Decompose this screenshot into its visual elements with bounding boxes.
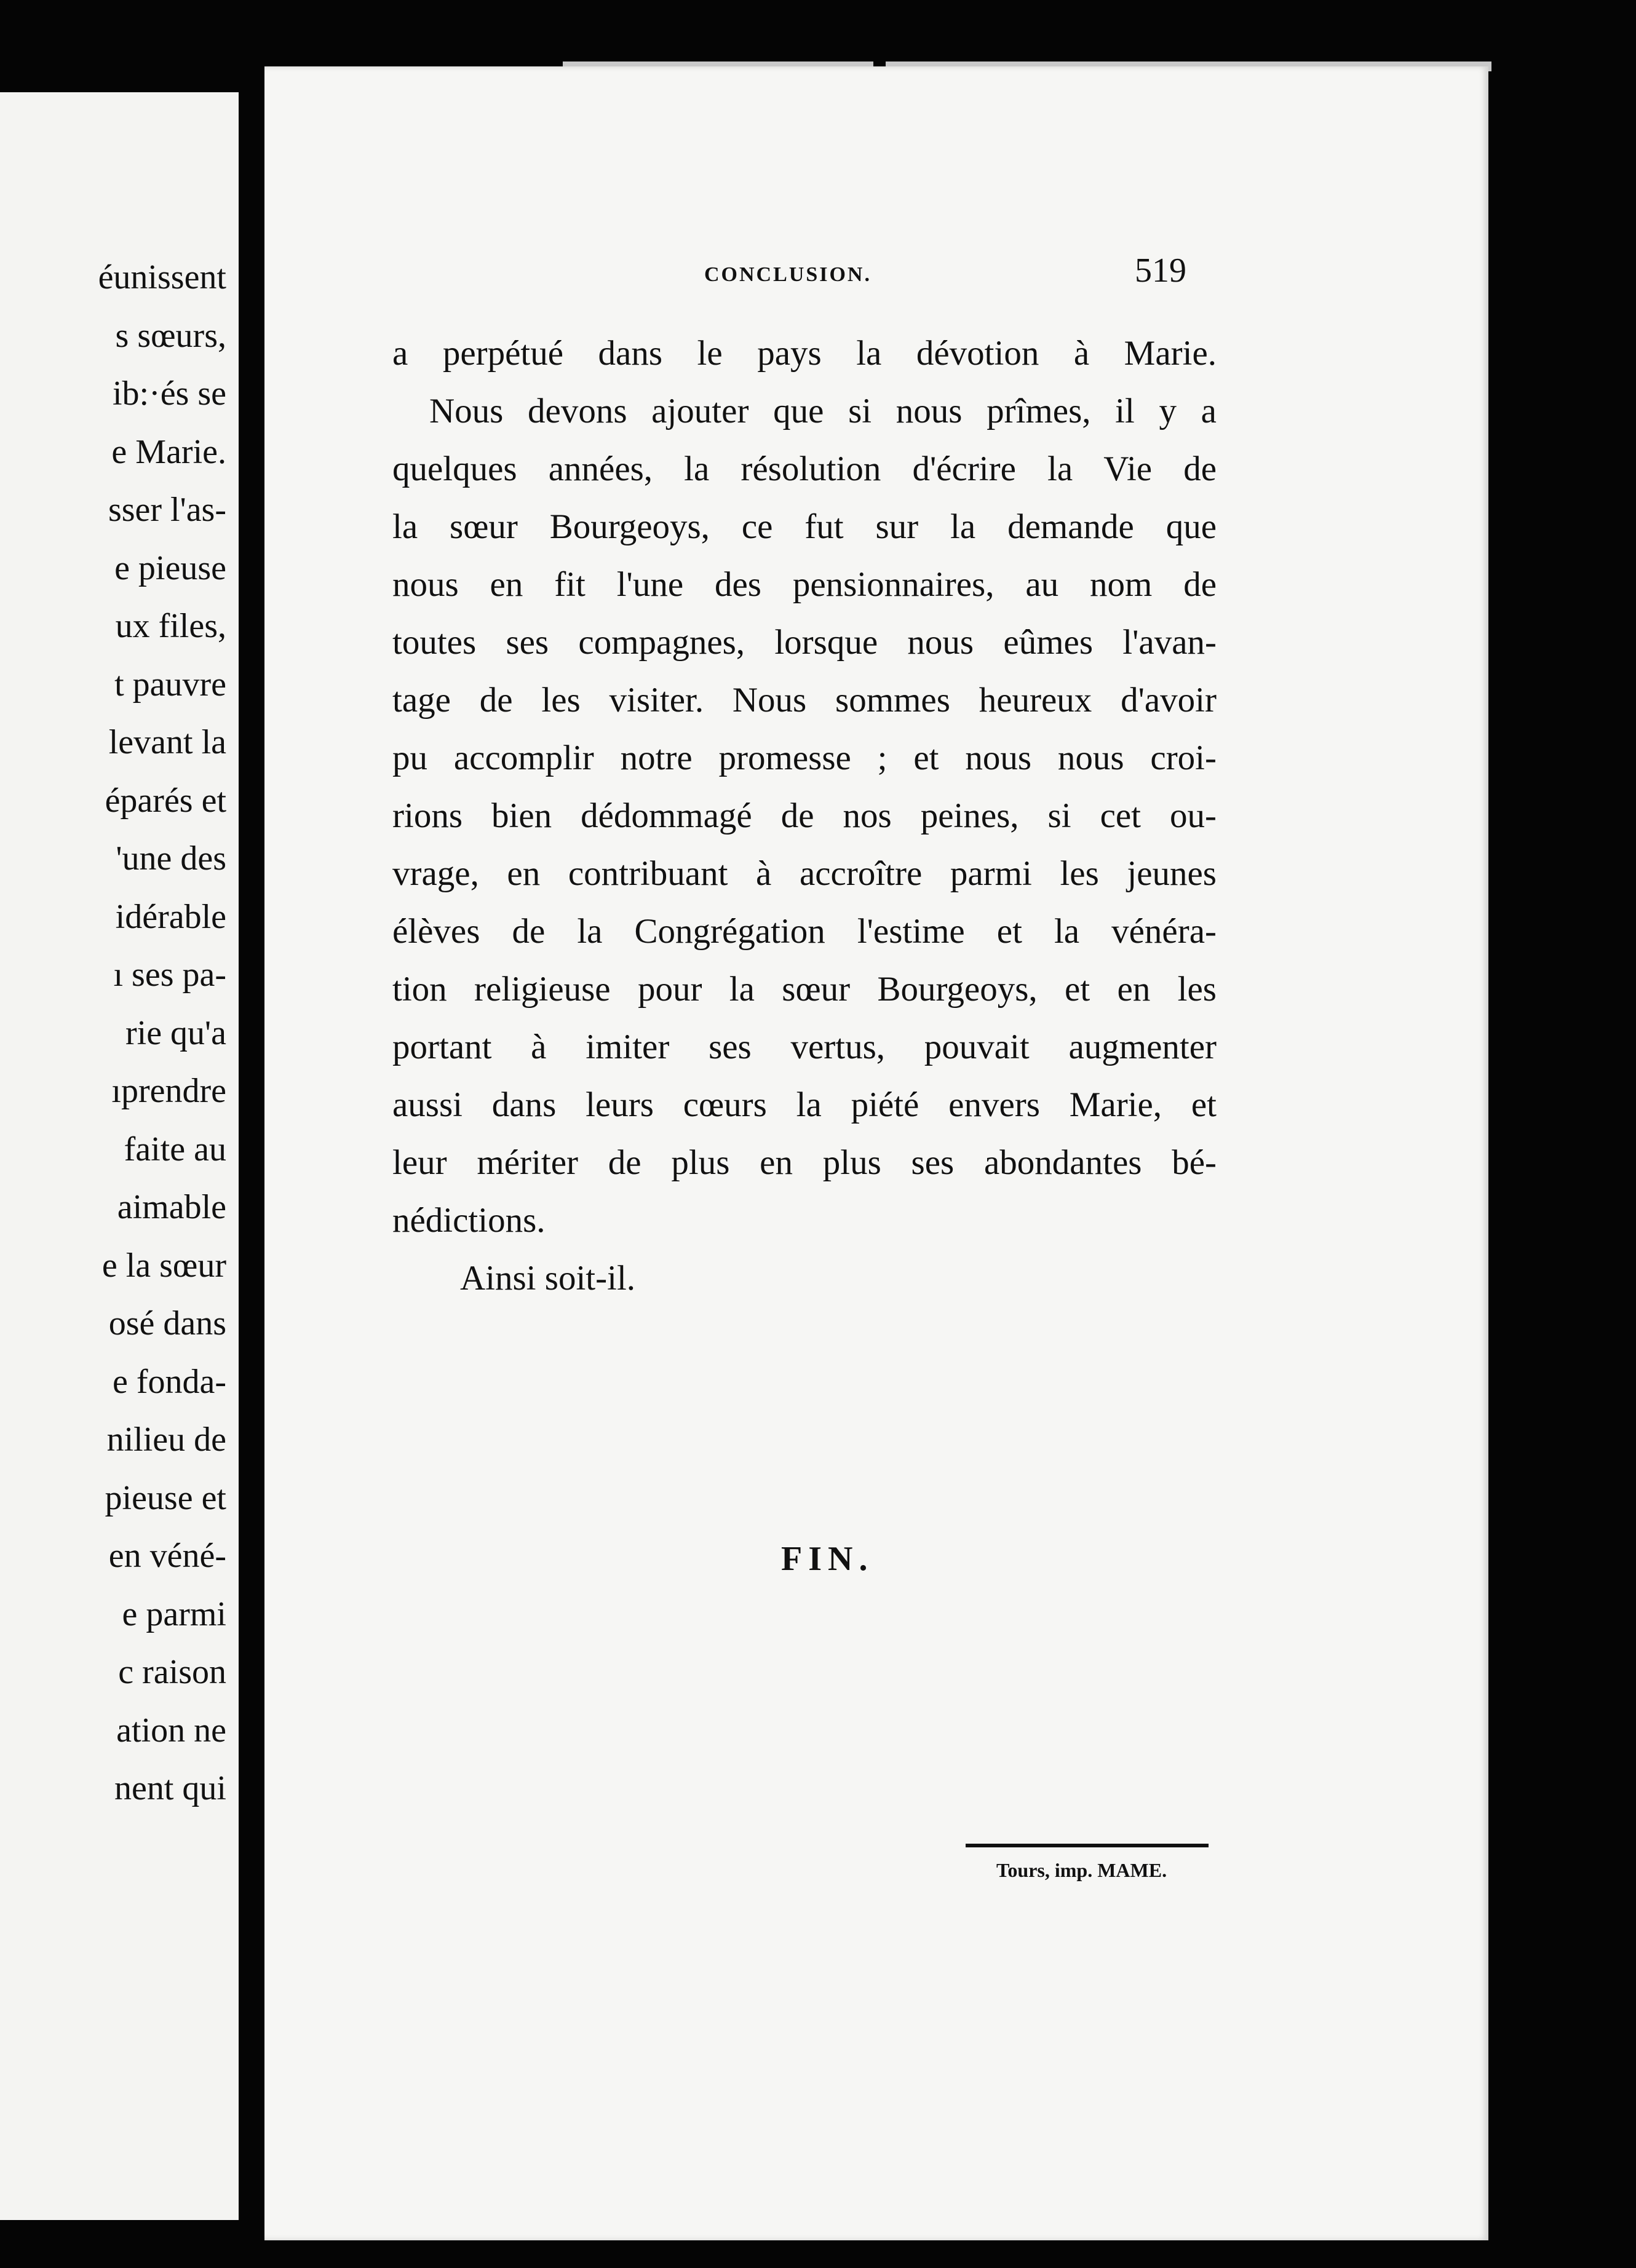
closing-line: Ainsi soit-il.	[460, 1259, 636, 1298]
left-page-line: faite au	[124, 1130, 226, 1168]
left-page-line: t pauvre	[114, 665, 226, 704]
body-line: a perpétué dans le pays la dévotion à Marie.	[392, 334, 1217, 373]
right-page	[264, 66, 1488, 2240]
printer-rule	[966, 1844, 1209, 1847]
left-page-line: e Marie.	[111, 432, 226, 471]
body-line: Nous devons ajouter que si nous prîmes, il y a	[429, 392, 1217, 430]
left-page-line: ib:·és se	[112, 375, 226, 413]
body-line: tage de les visiter. Nous sommes heureux d'avoir	[392, 681, 1217, 720]
left-page-line: ıprendre	[111, 1072, 226, 1110]
left-page-line: ux files,	[115, 607, 226, 645]
left-page-line: s sœurs,	[115, 316, 226, 355]
printer-imprint: Tours, imp. MAME.	[996, 1859, 1167, 1881]
body-line: portant à imiter ses vertus, pouvait augmenter	[392, 1028, 1217, 1066]
body-line: quelques années, la résolution d'écrire la Vie de	[392, 450, 1217, 488]
left-page-line: levant la	[108, 723, 226, 761]
body-line: aussi dans leurs cœurs la piété envers Marie, et	[392, 1085, 1217, 1124]
left-page-line: ı ses pa-	[113, 956, 226, 994]
page-number: 519	[1135, 252, 1186, 290]
body-line: vrage, en contribuant à accroître parmi les jeunes	[392, 854, 1217, 893]
body-line: pu accomplir notre promesse ; et nous nous croi-	[392, 739, 1217, 777]
left-page	[0, 92, 239, 2220]
left-page-line: e la sœur	[101, 1246, 226, 1285]
body-line: tion religieuse pour la sœur Bourgeoys, et en les	[392, 970, 1217, 1009]
left-page-line: idérable	[115, 897, 226, 936]
left-page-line: nent qui	[114, 1769, 226, 1807]
body-line: nédictions.	[392, 1201, 546, 1240]
left-page-line: sser l'as-	[108, 491, 226, 529]
left-page-line: pieuse et	[105, 1478, 226, 1517]
body-line: rions bien dédommagé de nos peines, si cet ou-	[392, 796, 1217, 835]
left-page-line: rie qu'a	[125, 1013, 226, 1052]
running-head: CONCLUSION.	[704, 263, 872, 286]
left-page-line: e fonda-	[112, 1362, 226, 1401]
left-page-line: éparés et	[105, 781, 226, 820]
body-line: la sœur Bourgeoys, ce fut sur la demande que	[392, 507, 1217, 546]
left-page-line: 'une des	[116, 839, 226, 878]
left-page-line: éunissent	[98, 258, 226, 296]
body-line: leur mériter de plus en plus ses abondantes bé-	[392, 1143, 1217, 1182]
fin-heading: FIN.	[781, 1540, 874, 1578]
left-page-line: en véné-	[108, 1537, 226, 1575]
left-page-line: ation ne	[116, 1711, 226, 1750]
body-line: nous en fit l'une des pensionnaires, au nom de	[392, 565, 1217, 604]
left-page-line: e parmi	[122, 1595, 226, 1633]
left-page-line: osé dans	[108, 1304, 226, 1342]
left-page-line: e pieuse	[114, 549, 226, 587]
body-line: toutes ses compagnes, lorsque nous eûmes l'avan-	[392, 623, 1217, 662]
body-line: élèves de la Congrégation l'estime et la vénéra-	[392, 912, 1217, 951]
body-text	[392, 325, 1217, 1307]
left-page-line: nilieu de	[106, 1421, 226, 1459]
left-page-line: c raison	[118, 1653, 226, 1691]
left-page-line: aimable	[117, 1188, 226, 1226]
